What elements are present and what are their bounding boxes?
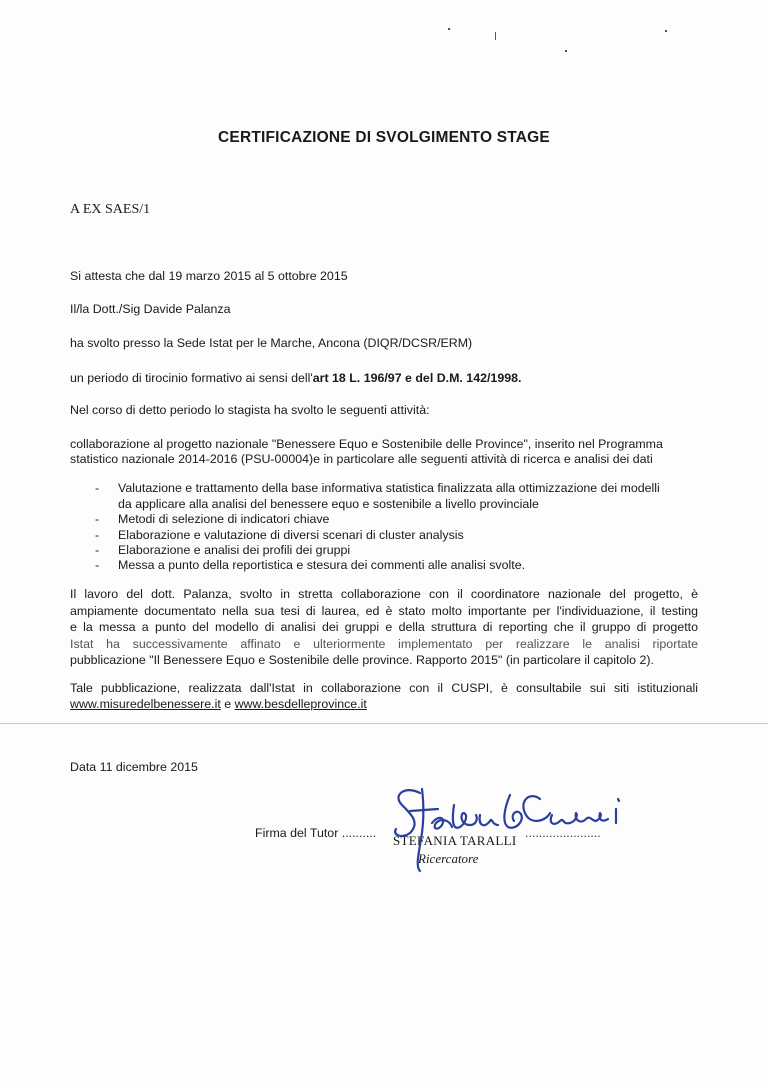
bullet-item: Elaborazione e analisi dei profili dei gruppi: [118, 543, 351, 557]
date-range-line: Si attesta che dal 19 marzo 2015 al 5 ottobre 2015: [70, 269, 348, 283]
link-misuredelbenessere[interactable]: www.misuredelbenessere.it: [70, 697, 221, 711]
period-prefix: un periodo di tirocinio formativo ai sensi dell': [70, 371, 313, 385]
bullet-item: Elaborazione e valutazione di diversi scenari di cluster analysis: [118, 528, 464, 542]
work-line: pubblicazione "Il Benessere Equo e Sostenibile delle province. Rapporto 2015" (in particolare il capitolo 2).: [70, 653, 654, 667]
scan-speck: [565, 50, 567, 52]
document-title: CERTIFICAZIONE DI SVOLGIMENTO STAGE: [218, 129, 550, 146]
project-line: collaborazione al progetto nazionale "Benessere Equo e Sostenibile delle Province", inserito nel Programma: [70, 437, 663, 451]
bullet-dash: -: [95, 543, 100, 557]
work-line: e la messa a punto del modello di analisi dei gruppi e della struttura di reporting che il gruppo di progetto: [70, 620, 698, 634]
project-line: statistico nazionale 2014-2016 (PSU-00004)e in particolare alle seguenti attività di ricerca e analisi dei dati: [70, 452, 653, 466]
work-line: ampiamente documentato nella sua tesi di laurea, ed è stato molto importante per l'individuazione, il testing: [70, 604, 698, 618]
person-line: Il/la Dott./Sig Davide Palanza: [70, 302, 231, 316]
bullet-dash: -: [95, 528, 100, 542]
handwritten-signature: [380, 775, 670, 875]
bullet-item: Valutazione e trattamento della base informativa statistica finalizzata alla ottimizzazione dei modelli: [118, 481, 660, 495]
scan-fold-line: [0, 723, 768, 724]
signature-dots: ......................: [525, 826, 601, 840]
period-law: art 18 L. 196/97 e del D.M. 142/1998.: [312, 371, 522, 385]
links-joiner: e: [220, 697, 235, 711]
link-besdelleprovince[interactable]: www.besdelleprovince.it: [234, 697, 367, 711]
bullet-item: Metodi di selezione di indicatori chiave: [118, 512, 330, 526]
bullet-item-continued: da applicare alla analisi del benessere equo e sostenibile a livello provinciale: [118, 497, 539, 511]
work-line: Istat ha successivamente affinato e ulteriormente implementato per realizzare le analisi riportate: [70, 637, 698, 651]
bullet-item: Messa a punto della reportistica e stesura dei commenti alle analisi svolte.: [118, 558, 526, 572]
date-line: Data 11 dicembre 2015: [70, 760, 198, 774]
location-line: ha svolto presso la Sede Istat per le Marche, Ancona (DIQR/DCSR/ERM): [70, 336, 473, 350]
tutor-role: Ricercatore: [418, 851, 479, 866]
period-line: [70, 371, 521, 385]
bullet-dash: -: [95, 558, 100, 572]
bullet-dash: -: [95, 512, 100, 526]
signature-label: Firma del Tutor ..........: [255, 826, 377, 840]
tutor-name: STEFANIA TARALLI: [393, 833, 517, 848]
activities-intro: Nel corso di detto periodo lo stagista ha svolto le seguenti attività:: [70, 403, 430, 417]
links-line: [70, 697, 367, 711]
bullet-dash: -: [95, 481, 100, 495]
reference-code: A EX SAES/1: [70, 202, 151, 217]
work-line: Il lavoro del dott. Palanza, svolto in stretta collaborazione con il coordinatore nazionale del progetto, è: [70, 587, 698, 601]
scan-speck: [495, 32, 496, 40]
scan-speck: [448, 28, 450, 30]
scan-speck: [665, 30, 667, 32]
publication-line: Tale pubblicazione, realizzata dall'Istat in collaborazione con il CUSPI, è consultabile sui siti istituzionali: [70, 681, 698, 695]
